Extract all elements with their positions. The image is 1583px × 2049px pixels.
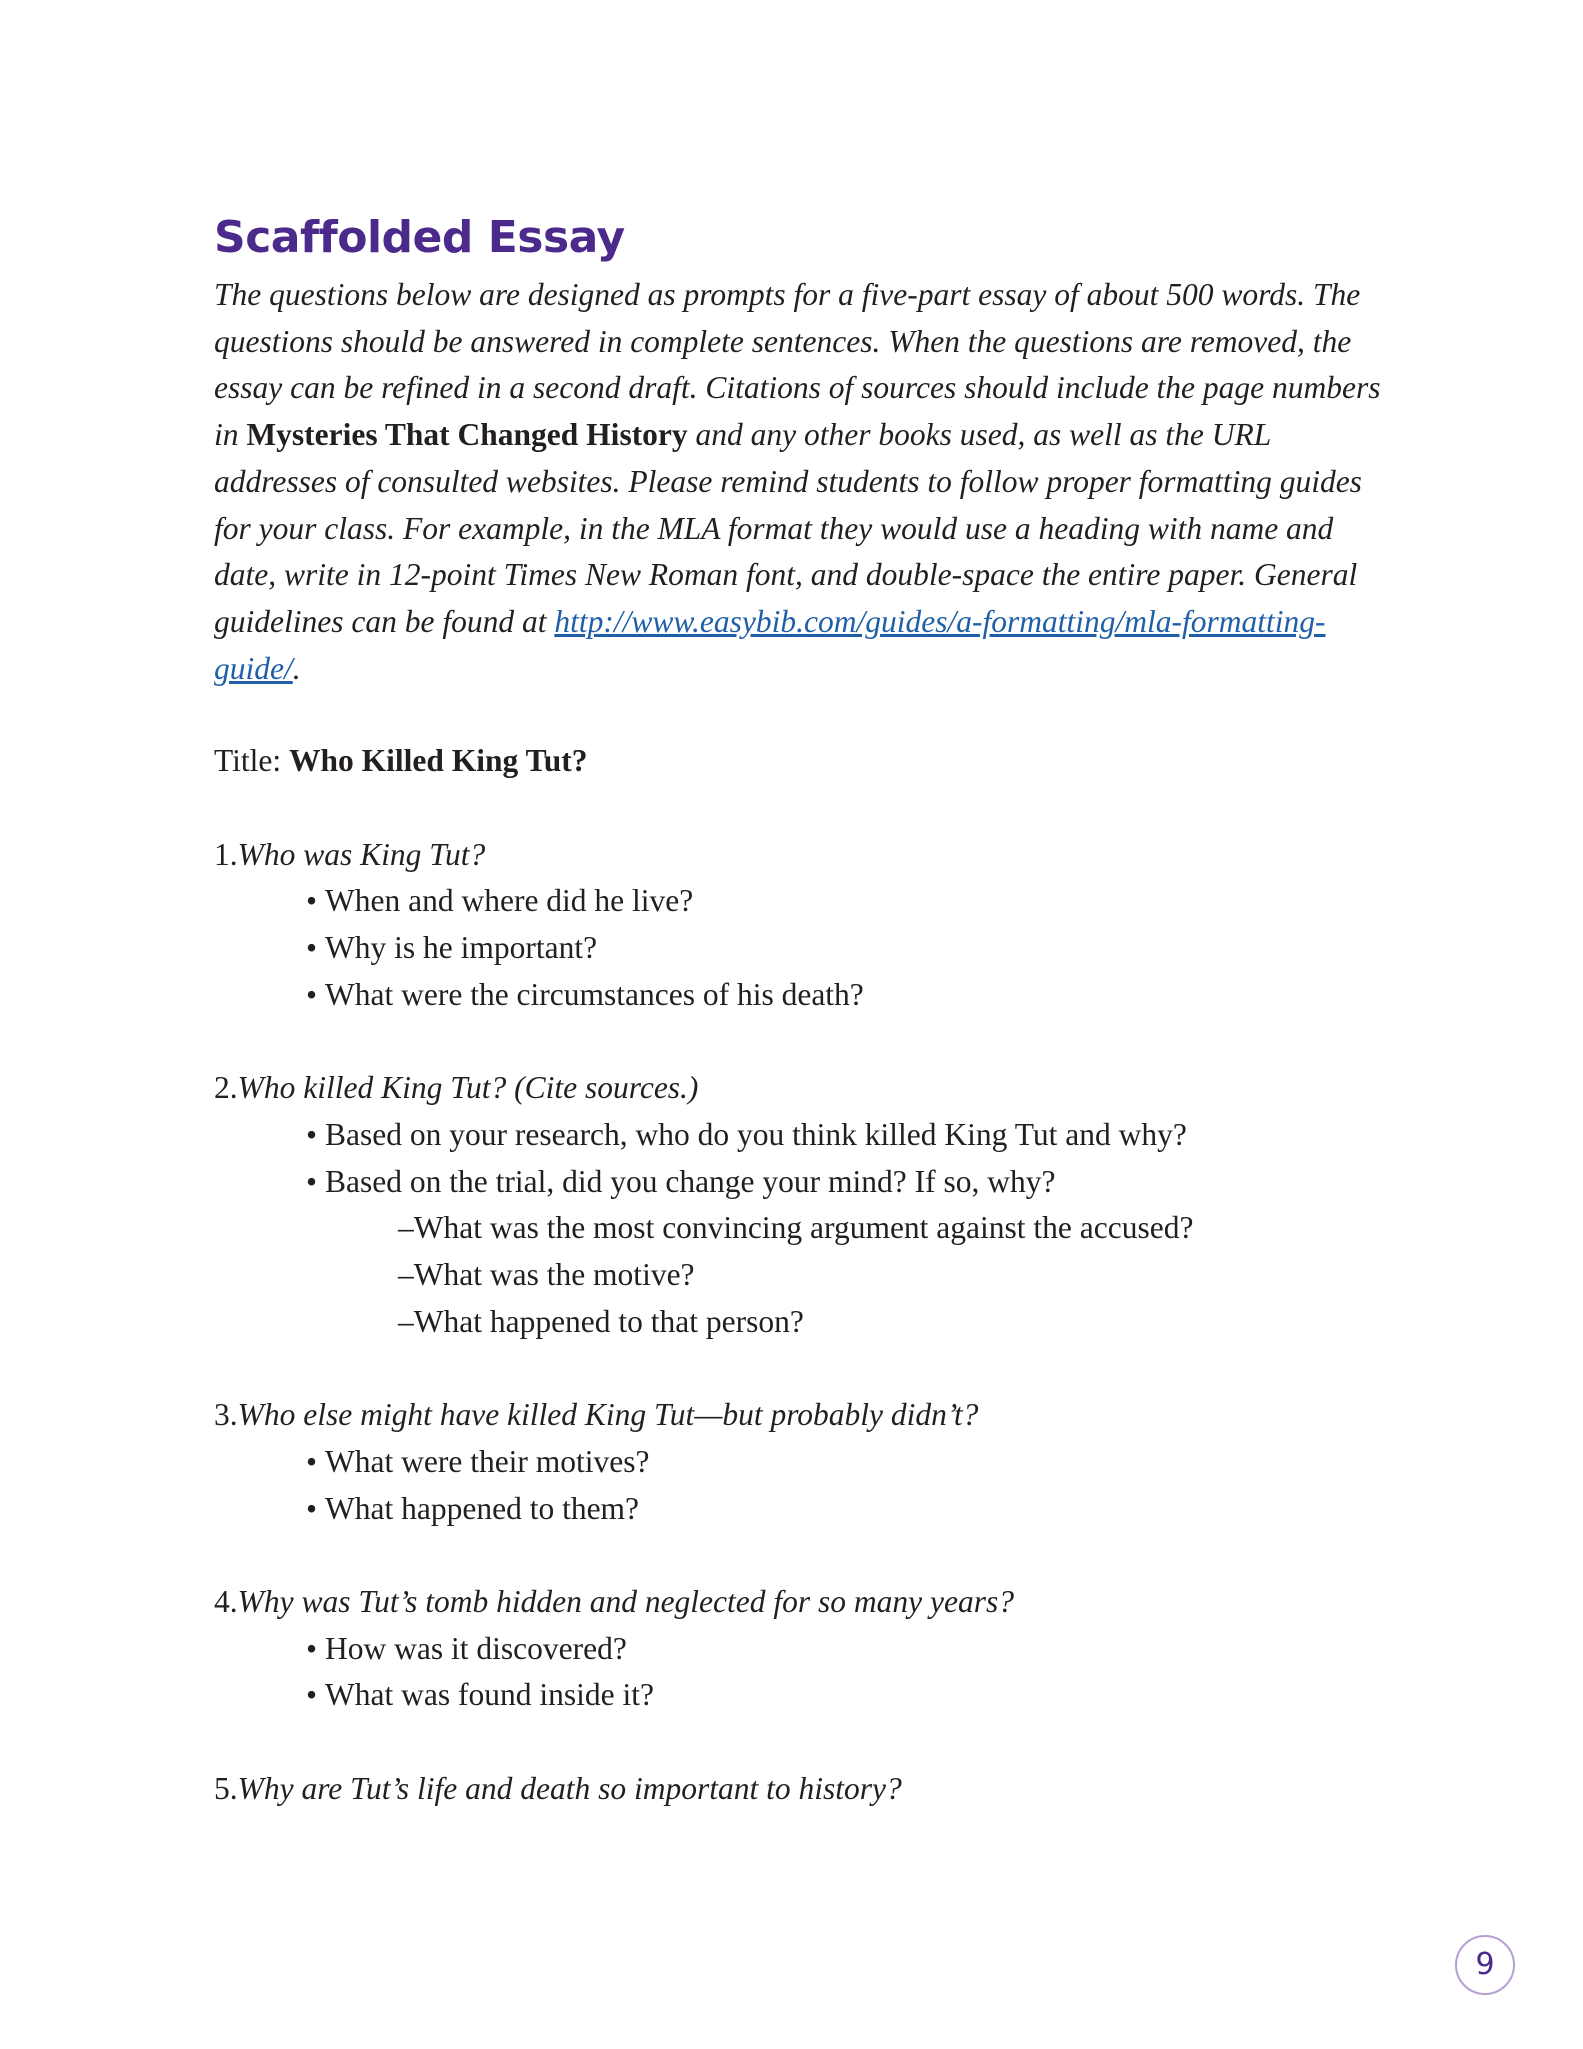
list-item	[306, 1626, 1394, 1673]
mla-guide-link[interactable]: http://www.easybib.com/guides/a-formatting/mla-formatting-guide/	[214, 603, 1326, 686]
question-text: Who else might have killed King Tut—but probably didn’t?	[237, 1397, 979, 1433]
section-heading: Scaffolded Essay	[214, 212, 625, 263]
list-item	[306, 1159, 1394, 1346]
intro-paragraph	[214, 272, 1394, 692]
list-item	[306, 1486, 1394, 1533]
question-1	[214, 832, 1394, 879]
question-2	[214, 1065, 1394, 1112]
question-2-bullets	[214, 1112, 1394, 1346]
question-number: 2.	[214, 1070, 238, 1106]
list-item	[306, 1672, 1394, 1719]
bullet-icon: •	[306, 930, 318, 966]
document-page	[214, 208, 1394, 1812]
question-number: 3.	[214, 1397, 238, 1433]
question-text: Who killed King Tut? (Cite sources.)	[237, 1070, 699, 1106]
question-number: 5.	[214, 1770, 238, 1806]
title-label: Title:	[214, 743, 282, 779]
bullet-icon: •	[306, 1443, 318, 1479]
list-item	[306, 1439, 1394, 1486]
question-number: 4.	[214, 1583, 238, 1619]
sub-list-item: –What happened to that person?	[398, 1303, 804, 1339]
bullet-icon: •	[306, 976, 318, 1012]
book-title: Mysteries That Changed History	[246, 417, 688, 453]
question-3	[214, 1392, 1394, 1439]
list-item	[306, 878, 1394, 925]
essay-title: Who Killed King Tut?	[289, 743, 588, 779]
bullet-text: Based on the trial, did you change your mind? If so, why?	[325, 1163, 1056, 1199]
bullet-text: What were the circumstances of his death?	[325, 976, 864, 1012]
question-2-subitems	[306, 1205, 1394, 1345]
bullet-icon: •	[306, 1490, 318, 1526]
sub-list-item: –What was the motive?	[398, 1257, 695, 1293]
intro-text-2: and any other books used, as well as the URL addresses of consulted websites. Please remind students to follow proper formatting guides for your class. For example, in the MLA format they would use a heading with name and date, write in 12-point Times New Roman font, and double-space the entire paper. General guidelines can be found at	[214, 417, 1362, 639]
question-1-bullets	[214, 878, 1394, 1018]
question-4	[214, 1579, 1394, 1626]
bullet-icon: •	[306, 1116, 318, 1152]
bullet-text: What happened to them?	[325, 1490, 640, 1526]
question-4-bullets	[214, 1626, 1394, 1719]
page-number-badge: 9	[1455, 1935, 1515, 1995]
bullet-text: How was it discovered?	[325, 1630, 627, 1666]
bullet-text: What was found inside it?	[325, 1677, 654, 1713]
question-number: 1.	[214, 836, 238, 872]
bullet-text: Based on your research, who do you think killed King Tut and why?	[325, 1116, 1187, 1152]
question-5	[214, 1766, 1394, 1813]
bullet-icon: •	[306, 883, 318, 919]
list-item	[306, 972, 1394, 1019]
bullet-icon: •	[306, 1163, 318, 1199]
question-text: Why are Tut’s life and death so important to history?	[237, 1770, 902, 1806]
question-text: Who was King Tut?	[237, 836, 486, 872]
essay-title-line	[214, 738, 1394, 785]
bullet-text: When and where did he live?	[325, 883, 694, 919]
list-item	[306, 925, 1394, 972]
bullet-icon: •	[306, 1677, 318, 1713]
question-3-bullets	[214, 1439, 1394, 1532]
bullet-icon: •	[306, 1630, 318, 1666]
bullet-text: Why is he important?	[325, 930, 598, 966]
question-text: Why was Tut’s tomb hidden and neglected for so many years?	[237, 1583, 1014, 1619]
intro-end: .	[292, 650, 301, 686]
sub-list-item: –What was the most convincing argument against the accused?	[398, 1210, 1194, 1246]
bullet-text: What were their motives?	[325, 1443, 650, 1479]
intro-text-1: The questions below are designed as prompts for a five-part essay of about 500 words. The questions should be answered in complete sentences. When the questions are removed, the essay can be refined in a second draft. Citations of sources should include the page numbers in	[214, 277, 1381, 453]
list-item	[306, 1112, 1394, 1159]
